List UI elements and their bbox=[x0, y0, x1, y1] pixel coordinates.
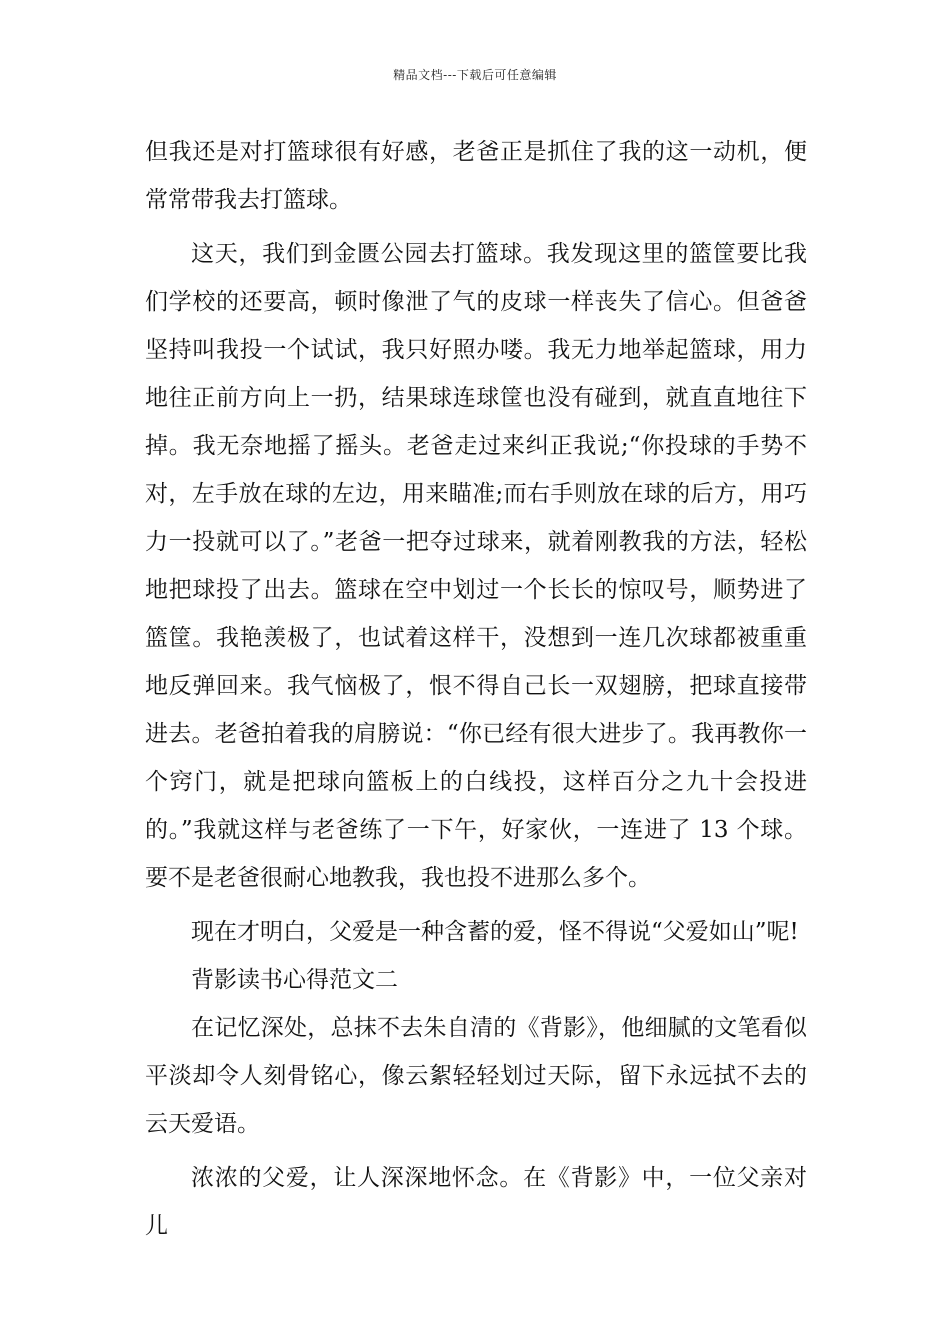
document-body bbox=[145, 128, 807, 1250]
page-header: 精品文档---下载后可任意编辑 bbox=[393, 68, 557, 82]
paragraph-memory: 在记忆深处，总抹不去朱自清的《背影》，他细腻的文笔看似平淡却令人刻骨铭心，像云絮轻轻划过天际，留下永远拭不去的云天爱语。 bbox=[145, 1015, 807, 1137]
paragraph-park-story: 这天，我们到金匮公园去打篮球。我发现这里的篮筐要比我们学校的还要高，顿时像泄了气的皮球一样丧失了信心。但爸爸坚持叫我投一个试试，我只好照办喽。我无力地举起篮球，用力地往正前方向上一扔，结果球连球筐也没有碰到，就直直地往下掉。我无奈地摇了摇头。老爸走过来纠正我说;“你投球的手势不对，左手放在球的左边，用来瞄准;而右手则放在球的后方，用巧力一投就可以了。”老爸一把夺过球来，就着刚教我的方法，轻松地把球投了出去。篮球在空中划过一个长长的惊叹号，顺势进了篮筐。我艳羡极了，也试着这样干，没想到一连几次球都被重重地反弹回来。我气恼极了，恨不得自己长一双翅膀，把球直接带进去。老爸拍着我的肩膀说：“你已经有很大进步了。我再教你一个窍门，就是把球向篮板上的白线投，这样百分之九十会投进的。”我就这样与老爸练了一下午，好家伙，一连进了 13 个球。要不是老爸很耐心地教我，我也投不进那么多个。 bbox=[145, 241, 807, 891]
paragraph-conclusion: 现在才明白，父爱是一种含蓄的爱，怪不得说“父爱如山”呢! bbox=[191, 919, 799, 945]
paragraph-father-love: 浓浓的父爱，让人深深地怀念。在《背影》中，一位父亲对儿 bbox=[145, 1165, 807, 1239]
paragraph-basketball-intro: 但我还是对打篮球很有好感，老爸正是抓住了我的这一动机，便常常带我去打篮球。 bbox=[145, 139, 807, 213]
section-heading: 背影读书心得范文二 bbox=[191, 967, 398, 993]
